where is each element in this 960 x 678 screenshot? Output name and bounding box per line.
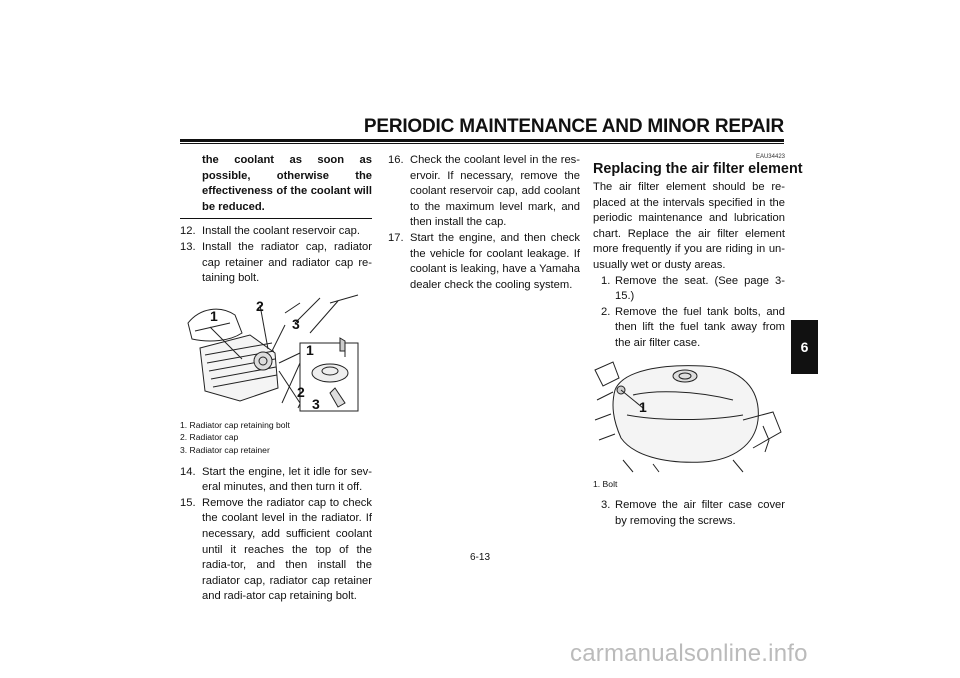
header-rule-thin	[180, 143, 784, 144]
step-item	[593, 274, 785, 305]
step-item	[180, 224, 372, 240]
warning-text: the coolant as soon as possible, otherwise the effectiveness of the coolant will be reduced.	[202, 154, 372, 213]
step-number: 13.	[180, 240, 196, 253]
step-item	[388, 153, 580, 231]
step-number: 14.	[180, 465, 196, 478]
step-number: 3.	[601, 499, 611, 512]
chapter-tab: 6	[791, 320, 818, 374]
column-middle	[388, 153, 580, 293]
step-item	[593, 498, 785, 529]
step-text: Remove the air filter case cover by removing the screws.	[615, 499, 785, 527]
step-text: Install the coolant reservoir cap.	[202, 225, 360, 238]
warning-rule	[180, 218, 372, 219]
step-number: 17.	[388, 231, 404, 244]
step-text: Install the radiator cap, radiator cap retainer and radiator cap re-taining bolt.	[202, 240, 372, 285]
figure-caption: 1. Radiator cap retaining bolt	[180, 419, 290, 430]
column-left	[180, 153, 372, 605]
step-item	[180, 465, 372, 496]
step-text: Remove the radiator cap to check the coolant level in the radiator. If necessary, add sufficient coolant until it reaches the top of the radia-tor, and then install the radiator cap, radiator cap retainer and radi-ator cap retaining bolt.	[202, 496, 372, 603]
fuel-tank-figure	[593, 360, 785, 474]
step-number: 15.	[180, 496, 196, 509]
step-number: 12.	[180, 225, 196, 238]
intro-paragraph: The air filter element should be re-placed at the intervals specified in the periodic maintenance and lubrication chart. Replace the air filter element more frequently if you are riding in un-usually wet or dusty areas.	[593, 181, 785, 271]
figure-caption: 1. Bolt	[593, 478, 618, 489]
column-right	[593, 153, 803, 529]
step-number: 16.	[388, 154, 404, 166]
figure-callout: 1	[306, 341, 314, 358]
step-item	[180, 240, 372, 287]
header-rule	[180, 139, 784, 142]
figure-caption: 3. Radiator cap retainer	[180, 444, 270, 455]
step-text: Remove the fuel tank bolts, and then lift the fuel tank away from the air filter case.	[615, 305, 785, 349]
fuel-tank-illustration	[593, 360, 785, 474]
step-item	[593, 305, 785, 352]
section-title: Replacing the air filter element	[593, 161, 803, 177]
step-item	[388, 231, 580, 293]
step-text: Check the coolant level in the res-ervoir. If necessary, remove the coolant reservoir cap, add coolant to the maximum level mark, and then install the cap.	[410, 154, 580, 229]
figure-callout: 2	[297, 383, 305, 400]
step-number: 1.	[601, 274, 611, 287]
radiator-cap-figure	[180, 293, 372, 415]
watermark: carmanualsonline.info	[570, 640, 808, 667]
figure-callout: 3	[292, 315, 300, 332]
figure-callout: 2	[256, 297, 264, 314]
page-header-title: PERIODIC MAINTENANCE AND MINOR REPAIR	[363, 116, 784, 137]
figure-callout: 3	[312, 395, 320, 412]
step-text: Remove the seat. (See page 3-15.)	[615, 274, 785, 303]
step-text: Start the engine, and then check the vehicle for coolant leakage. If coolant is leaking, have a Yamaha dealer check the cooling system.	[410, 231, 580, 291]
step-number: 2.	[601, 305, 611, 318]
page-number: 6-13	[469, 552, 490, 563]
section-code: EAU34423	[755, 154, 785, 160]
radiator-illustration	[180, 293, 372, 415]
figure-caption: 2. Radiator cap	[180, 432, 239, 443]
step-item	[180, 496, 372, 605]
step-text: Start the engine, let it idle for sev-eral minutes, and then turn it off.	[202, 465, 372, 494]
figure-callout: 1	[639, 398, 647, 415]
figure-callout: 1	[210, 307, 218, 324]
